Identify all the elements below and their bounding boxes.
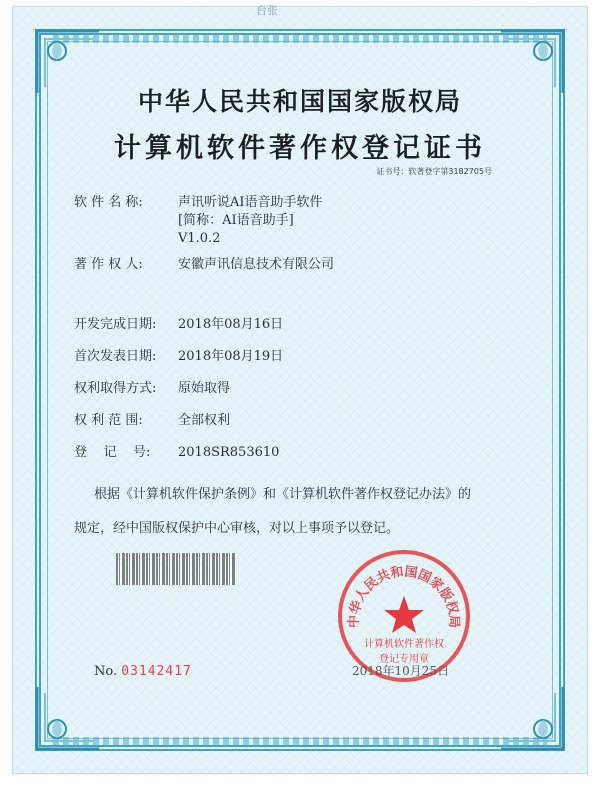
field-value [178,194,323,248]
dev-date-value: 2018年08月16日 [178,317,284,332]
certificate-number: 证书号：软著登字第3182705号 [376,167,492,176]
field-label: 软 件 名 称: [74,195,143,210]
top-border-pattern [53,33,547,43]
statement-line-2: 规定，经中国版权保护中心审核，对以上事项予以登记。 [74,521,400,536]
field-label: 权 利 范 围: [74,413,143,428]
software-short-name: [简称：AI语音助手] [178,213,294,228]
serial-value: 03142417 [121,664,192,679]
field-label: 首次发表日期: [74,349,157,364]
pub-date-field [74,348,284,366]
field-label: 权利取得方式: [74,381,157,396]
serial-label: No. [94,664,118,679]
owner-value: 安徽声讯信息技术有限公司 [178,257,335,272]
scope-field [74,412,231,430]
corner-ornament-icon [497,683,567,753]
pub-date-value: 2018年08月19日 [178,349,284,364]
owner-field [74,256,335,274]
certificate-title: 计算机软件著作权登记证书 [114,133,486,164]
bottom-border-pattern [53,737,547,747]
software-name: 声讯听说AI语音助手软件 [178,195,323,210]
serial-number [94,664,192,679]
acquire-value: 原始取得 [178,381,231,396]
statement-line-1: 根据《计算机软件保护条例》和《计算机软件著作权登记办法》的 [94,487,472,502]
acquire-field [74,380,231,398]
field-label: 开发完成日期: [74,317,157,332]
dev-date-field [74,316,284,334]
software-name-field [74,194,323,246]
software-version: V1.0.2 [178,231,221,246]
handwritten-note: 台张 [256,4,278,17]
seal-line-1: 计算机软件著作权 [364,639,444,650]
registration-field [74,444,280,462]
field-label: 登 记 号: [74,445,151,460]
corner-ornament-icon [33,683,103,753]
scope-value: 全部权利 [178,413,231,428]
seal-line-2: 登记专用章 [379,654,429,665]
seal-ring-text: 中华人民共和国国家版权局 [346,564,462,629]
field-label: 著 作 权 人: [74,257,143,272]
registration-number: 2018SR853610 [178,445,280,460]
star-icon [384,596,424,633]
issuer-title: 中华人民共和国国家版权局 [137,87,462,116]
issue-date: 2018年10月25日 [352,664,450,678]
barcode-icon [116,553,236,585]
